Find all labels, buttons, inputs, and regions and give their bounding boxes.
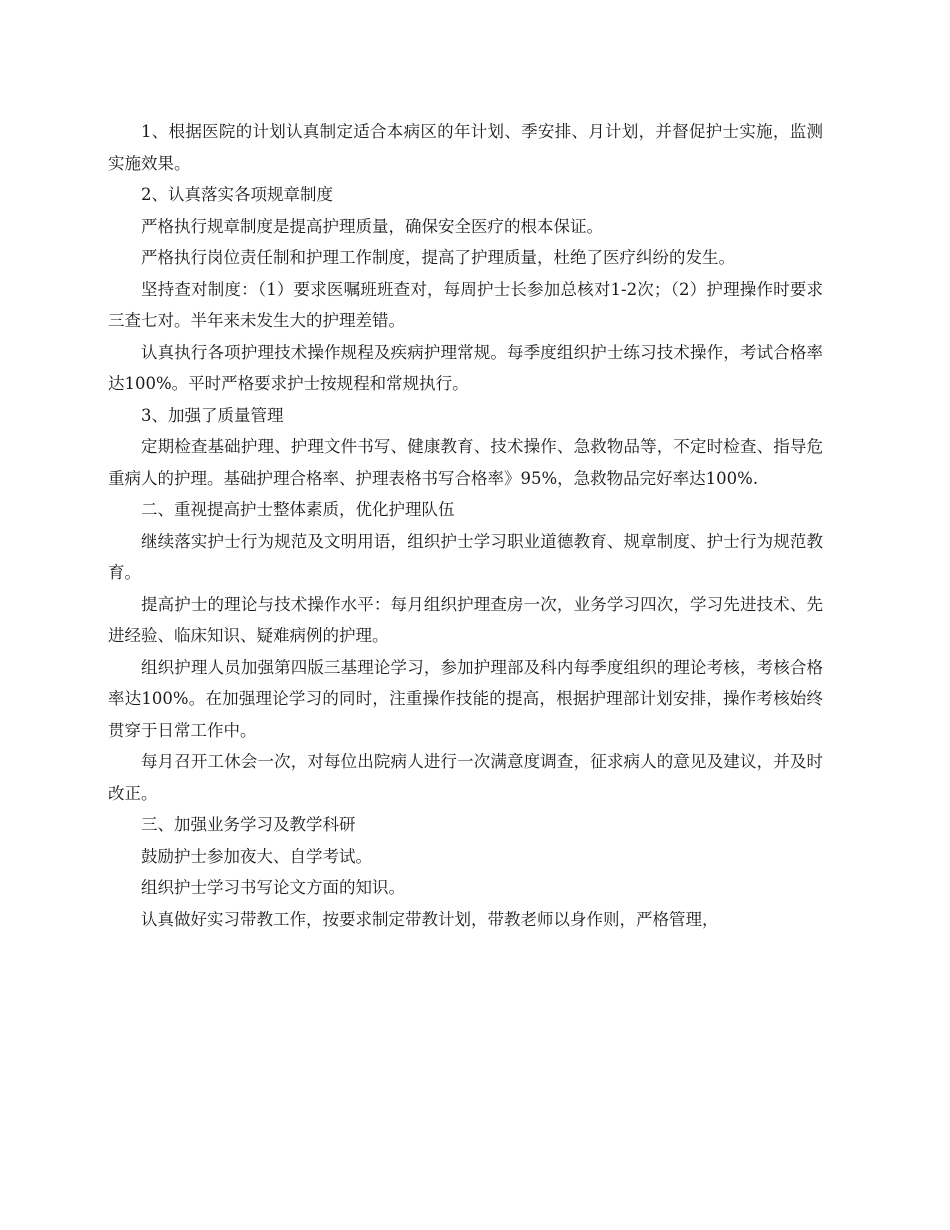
paragraph-night-school: 鼓励护士参加夜大、自学考试。: [141, 846, 372, 866]
heading-rules: 2、认真落实各项规章制度: [141, 185, 333, 204]
paragraph-procedures: 认真执行各项护理技术操作规程及疾病护理常规。每季度组织护士练习技术操作，考试合格率达100%。平时严格要求护士按规程和常规执行。: [108, 342, 823, 393]
heading-study: 三、加强业务学习及教学科研: [141, 815, 356, 834]
heading-team: 二、重视提高护士整体素质，优化护理队伍: [141, 500, 455, 519]
paragraph-responsibility: 严格执行岗位责任制和护理工作制度，提高了护理质量，杜绝了医疗纠纷的发生。: [141, 248, 735, 267]
paragraph-papers: 组织护士学习书写论文方面的知识。: [141, 878, 405, 897]
document-body: [108, 116, 823, 935]
paragraph-skills: 提高护士的理论与技术操作水平：每月组织护理查房一次，业务学习四次，学习先进技术、先进经验、临床知识、疑难病例的护理。: [108, 594, 823, 645]
heading-quality: 3、加强了质量管理: [141, 405, 284, 425]
paragraph-theory: 组织护理人员加强第四版三基理论学习，参加护理部及科内每季度组织的理论考核，考核合格率达100%。在加强理论学习的同时，注重操作技能的提高，根据护理部计划安排，操作考核始终贯穿于日常工作中。: [108, 657, 823, 740]
paragraph-feedback: 每月召开工休会一次，对每位出院病人进行一次满意度调查，征求病人的意见及建议，并及时改正。: [108, 752, 823, 803]
paragraph-teaching: 认真做好实习带教工作，按要求制定带教计划，带教老师以身作则，严格管理，: [141, 909, 719, 929]
paragraph-verification: 坚持查对制度：（1）要求医嘱班班查对，每周护士长参加总核对1-2次；（2）护理操作时要求三查七对。半年来未发生大的护理差错。: [108, 279, 823, 330]
paragraph-rules-basis: 严格执行规章制度是提高护理质量，确保安全医疗的根本保证。: [141, 216, 603, 236]
paragraph-plan: 1、根据医院的计划认真制定适合本病区的年计划、季安排、月计划，并督促护士实施，监测实施效果。: [108, 122, 823, 173]
paragraph-inspection: 定期检查基础护理、护理文件书写、健康教育、技术操作、急救物品等，不定时检查、指导危重病人的护理。基础护理合格率、护理表格书写合格率》95%，急救物品完好率达100%.: [108, 437, 823, 488]
paragraph-conduct: 继续落实护士行为规范及文明用语，组织护士学习职业道德教育、规章制度、护士行为规范教育。: [108, 531, 823, 582]
